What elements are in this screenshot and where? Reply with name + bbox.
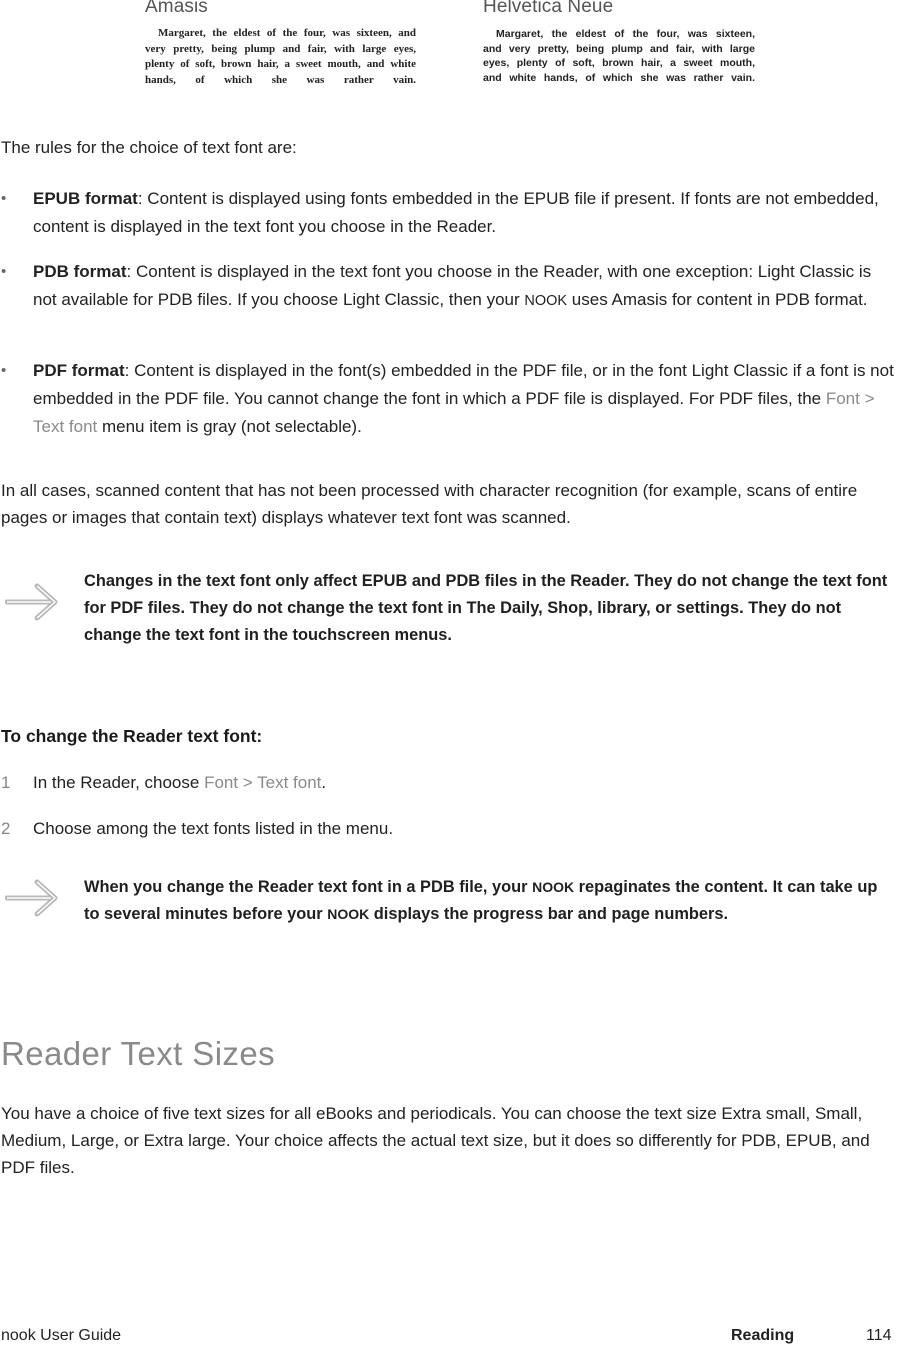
sample-line: hands, of which she was rather vain. [145,73,416,86]
rule-term: PDB format [33,262,127,281]
rule-term: PDF format [33,361,125,380]
helvetica-font-sample [483,0,755,85]
bullet-glyph: • [1,190,7,207]
note-text-segment: displays the progress bar and page numbers. [369,905,729,923]
footer-section-name: Reading [731,1327,795,1344]
footer-page-number: 114 [866,1327,892,1344]
note-body [84,874,896,928]
note-text-segment: repaginates the content. It can take up to several minutes before your [84,878,878,923]
nook-smallcaps: NOOK [524,293,568,309]
right-arrow-icon [5,878,61,918]
sample-line: Margaret, the eldest of the four, was sixteen, [496,28,755,40]
note-text-segment: When you change the Reader text font in a PDB file, your [84,878,533,896]
nook-smallcaps: NOOK [327,906,370,922]
rule-text: : Content is displayed using fonts embedded in the EPUB file if present. If fonts are not embedded, content is displayed in the text font you choose in the Reader. [33,189,879,236]
bullet-glyph: • [1,362,7,379]
rule-term: EPUB format [33,189,138,208]
bullet-glyph: • [1,263,7,280]
rule-epub [0,185,902,241]
menu-path: Font > Text font [204,773,322,792]
section-title: Reader Text Sizes [1,1035,275,1072]
step-text: In the Reader, choose [33,773,205,792]
sample-line: very pretty, being plump and fair, with large eyes, [145,42,416,55]
rule-text: : Content is displayed in the font(s) embedded in the PDF file, or in the font Light Classic if a font is not embedded in the PDF file. You cannot change the font in which a PDF file is displayed. For PDF files, the [33,361,894,408]
rule-pdb [0,258,902,315]
footer-guide-title: nook User Guide [1,1327,122,1344]
rule-text: menu item is gray (not selectable). [97,417,362,436]
menu-path: Font > Text font [33,389,875,436]
step-text: . [321,773,327,792]
sample-paragraph [483,27,755,85]
nook-smallcaps: NOOK [532,879,575,895]
text-sizes-paragraph: You have a choice of five text sizes for all eBooks and periodicals. You can choose the text size Extra small, Small, Medium, Large, or Extra large. Your choice affects the actual text size, but it does so differently for PDB, EPUB, and PDF files. [1,1104,870,1177]
intro-text: The rules for the choice of text font are: [1,138,297,157]
rule-pdf [0,357,902,441]
note-body: Changes in the text font only affect EPUB and PDB files in the Reader. They do not change the text font for PDF files. They do not change the text font in The Daily, Shop, library, or settings. They do not change the text font in the touchscreen menus. [84,572,888,644]
sample-line: and white hands, of which she was rather vain. [483,71,755,84]
step-number: 1 [1,773,11,792]
step-text: Choose among the text fonts listed in the menu. [33,819,394,838]
sample-title: Amasis [145,0,208,17]
sample-line: Margaret, the eldest of the four, was sixteen, and [158,27,416,39]
step-number: 2 [1,819,11,838]
amasis-font-sample [145,0,416,88]
right-arrow-icon [5,582,61,622]
rule-text: uses Amasis for content in PDB format. [567,290,868,309]
sample-line: plenty of soft, brown hair, a sweet mouth, and white [145,58,416,70]
rule-text: : Content is displayed in the text font you choose in the Reader, with one exception: Light Classic is not available for PDB files. If you choose Light Classic, then your [33,262,872,309]
sample-title: Helvetica Neue [483,0,614,17]
procedure-heading: To change the Reader text font: [1,726,263,746]
sample-paragraph [145,26,416,88]
scanned-content-paragraph: In all cases, scanned content that has not been processed with character recognition (for example, scans of entire pages or images that contain text) displays whatever text font was scanned. [1,481,858,527]
sample-line: eyes, plenty of soft, brown hair, a sweet mouth, [483,57,755,69]
sample-line: and very pretty, being plump and fair, with large [483,42,755,55]
